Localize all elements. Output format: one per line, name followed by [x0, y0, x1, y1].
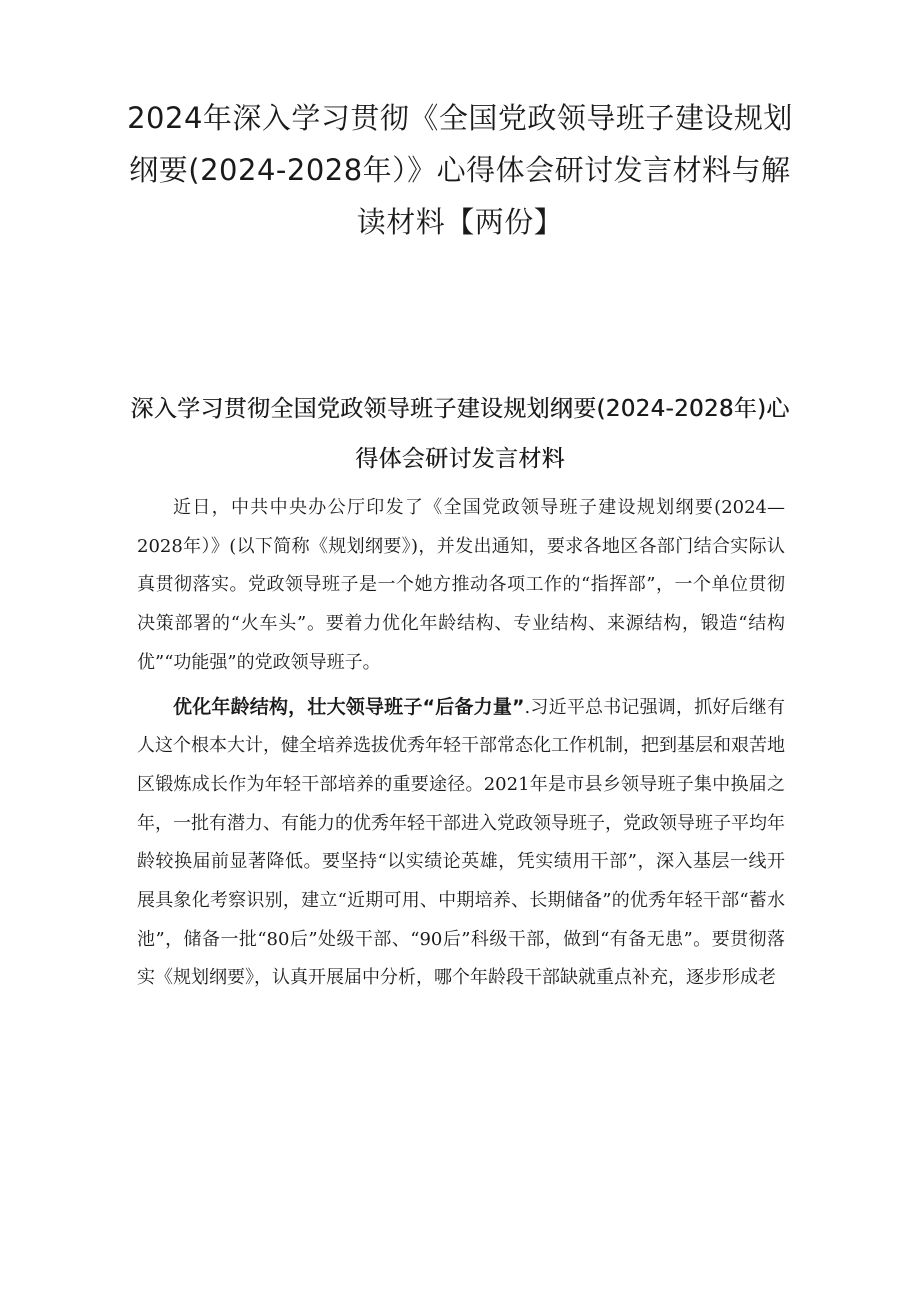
- document-body: [137, 489, 785, 998]
- paragraph-intro: 近日，中共中央办公厅印发了《全国党政领导班子建设规划纲要(2024—2028年）》(以下简称《规划纲要》)，并发出通知，要求各地区各部门结合实际认真贯彻落实。党政领导班子是一个她方推动各项工作的“指挥部”，一个单位贯彻决策部署的“火车头”。要着力优化年龄结构、专业结构、来源结构，锻造“结构优”“功能强”的党政领导班子。: [137, 497, 785, 673]
- section-heading: 深入学习贯彻全国党政领导班子建设规划纲要(2024-2028年)心得体会研讨发言材料: [130, 396, 790, 472]
- document-title: 2024年深入学习贯彻《全国党政领导班子建设规划纲要(2024-2028年）》心得体会研讨发言材料与解读材料【两份】: [127, 101, 793, 239]
- paragraph-age-structure: [137, 688, 785, 999]
- paragraph-body-text: .习近平总书记强调，抓好后继有人这个根本大计，健全培养选拔优秀年轻干部常态化工作机制，把到基层和艰苦地区锻炼成长作为年轻干部培养的重要途径。2021年是市县乡领导班子集中换届之年，一批有潜力、有能力的优秀年轻干部进入党政领导班子，党政领导班子平均年龄较换届前显著降低。要坚持“以实绩论英雄，凭实绩用干部”，深入基层一线开展具象化考察识别，建立“近期可用、中期培养、长期储备”的优秀年轻干部“蓄水池”，储备一批“80后”处级干部、“90后”科级干部，做到“有备无患”。要贯彻落实《规划纲要》，认真开展届中分析，哪个年龄段干部缺就重点补充，逐步形成老: [137, 696, 785, 989]
- paragraph-lead-heading: 优化年龄结构，壮大领导班子“后备力量”: [173, 695, 525, 718]
